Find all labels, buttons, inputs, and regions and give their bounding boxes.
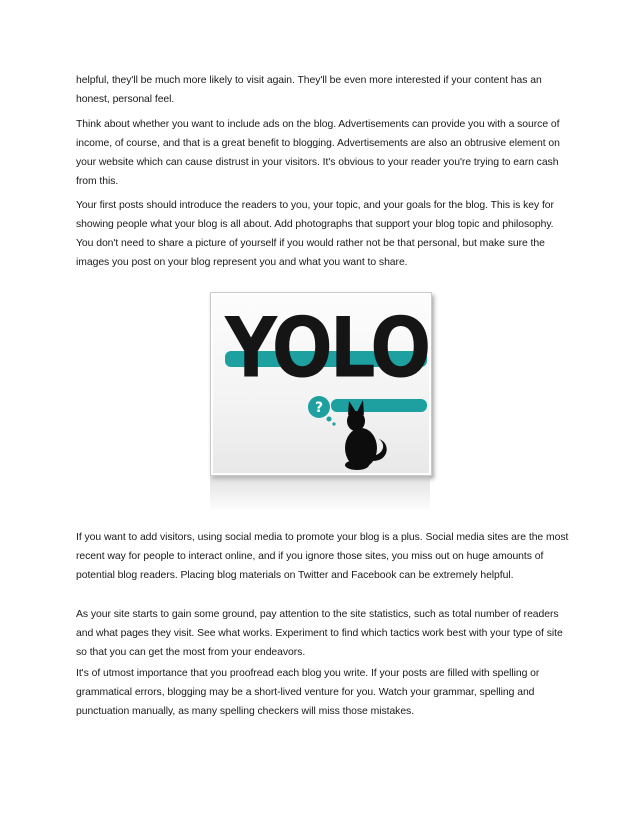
paragraph-5 — [76, 605, 570, 662]
p4-text-c: plus. Social media sites are the most recent way for people to interact online, and if — [76, 532, 569, 562]
p5-text-c: , such as total number of readers and what pages they visit. — [76, 609, 559, 639]
p5-link-statistics: attention to the site statistics — [279, 609, 409, 620]
question-mark: ? — [314, 400, 324, 416]
paragraph-4 — [76, 528, 570, 585]
paragraph-3: Your first posts should introduce the readers to you, your topic, and your goals for the blog. This is key for showing people what your blog is all about. Add photographs that support your blog topic and philosophy. You don't need to share a picture of yourself if you would rather not be that personal, but make sure the images you post on your blog represent you and what you want to share. — [76, 200, 554, 268]
p4-link-social-media: social media to promote your blog is a — [225, 532, 399, 543]
paragraph-2: Think about whether you want to include ads on the blog. Advertisements can provide you with a source of income, of course, and that is a great benefit to blogging. Advertisements are also an obtrusive element on your website which can cause distrust in your visitors. It's obvious to your reader you're trying to earn cash from this. — [76, 119, 560, 187]
p5-link-experiment: See what works. Experiment to find — [197, 628, 359, 639]
p4-link-twitter: Placing blog materials on Twitter and — [180, 570, 349, 581]
p5-text-e: which tactics work best with your type of site so that you can get the most from your endeavors. — [76, 628, 563, 658]
p4-text-a: If you want to add visitors, using — [76, 532, 225, 543]
yolo-word: YOLO — [225, 299, 429, 396]
image-reflection — [210, 476, 430, 512]
p5-text-a: As your site starts to gain some ground, pay — [76, 609, 280, 620]
paragraph-6: It's of utmost importance that you proofread each blog you write. If your posts are filled with spelling or grammatical errors, blogging may be a short-lived venture for you. Watch your grammar, spelling and punctuation manually, as many spelling checkers will miss those mistakes. — [76, 668, 540, 717]
p4-link-ignore-sites: you ignore those sites — [286, 551, 387, 562]
teal-cat-bar — [331, 399, 427, 412]
yolo-sign — [210, 292, 432, 476]
paragraph-1: helpful, they'll be much more likely to visit again. They'll be even more interested if your content has an honest, personal feel. — [76, 75, 542, 105]
yolo-image — [210, 292, 432, 514]
cat-illustration — [211, 293, 431, 475]
p4-text-g: Facebook can be extremely helpful. — [348, 570, 514, 581]
p4-text-e: , you miss out on huge amounts of potential blog readers. — [76, 551, 544, 581]
